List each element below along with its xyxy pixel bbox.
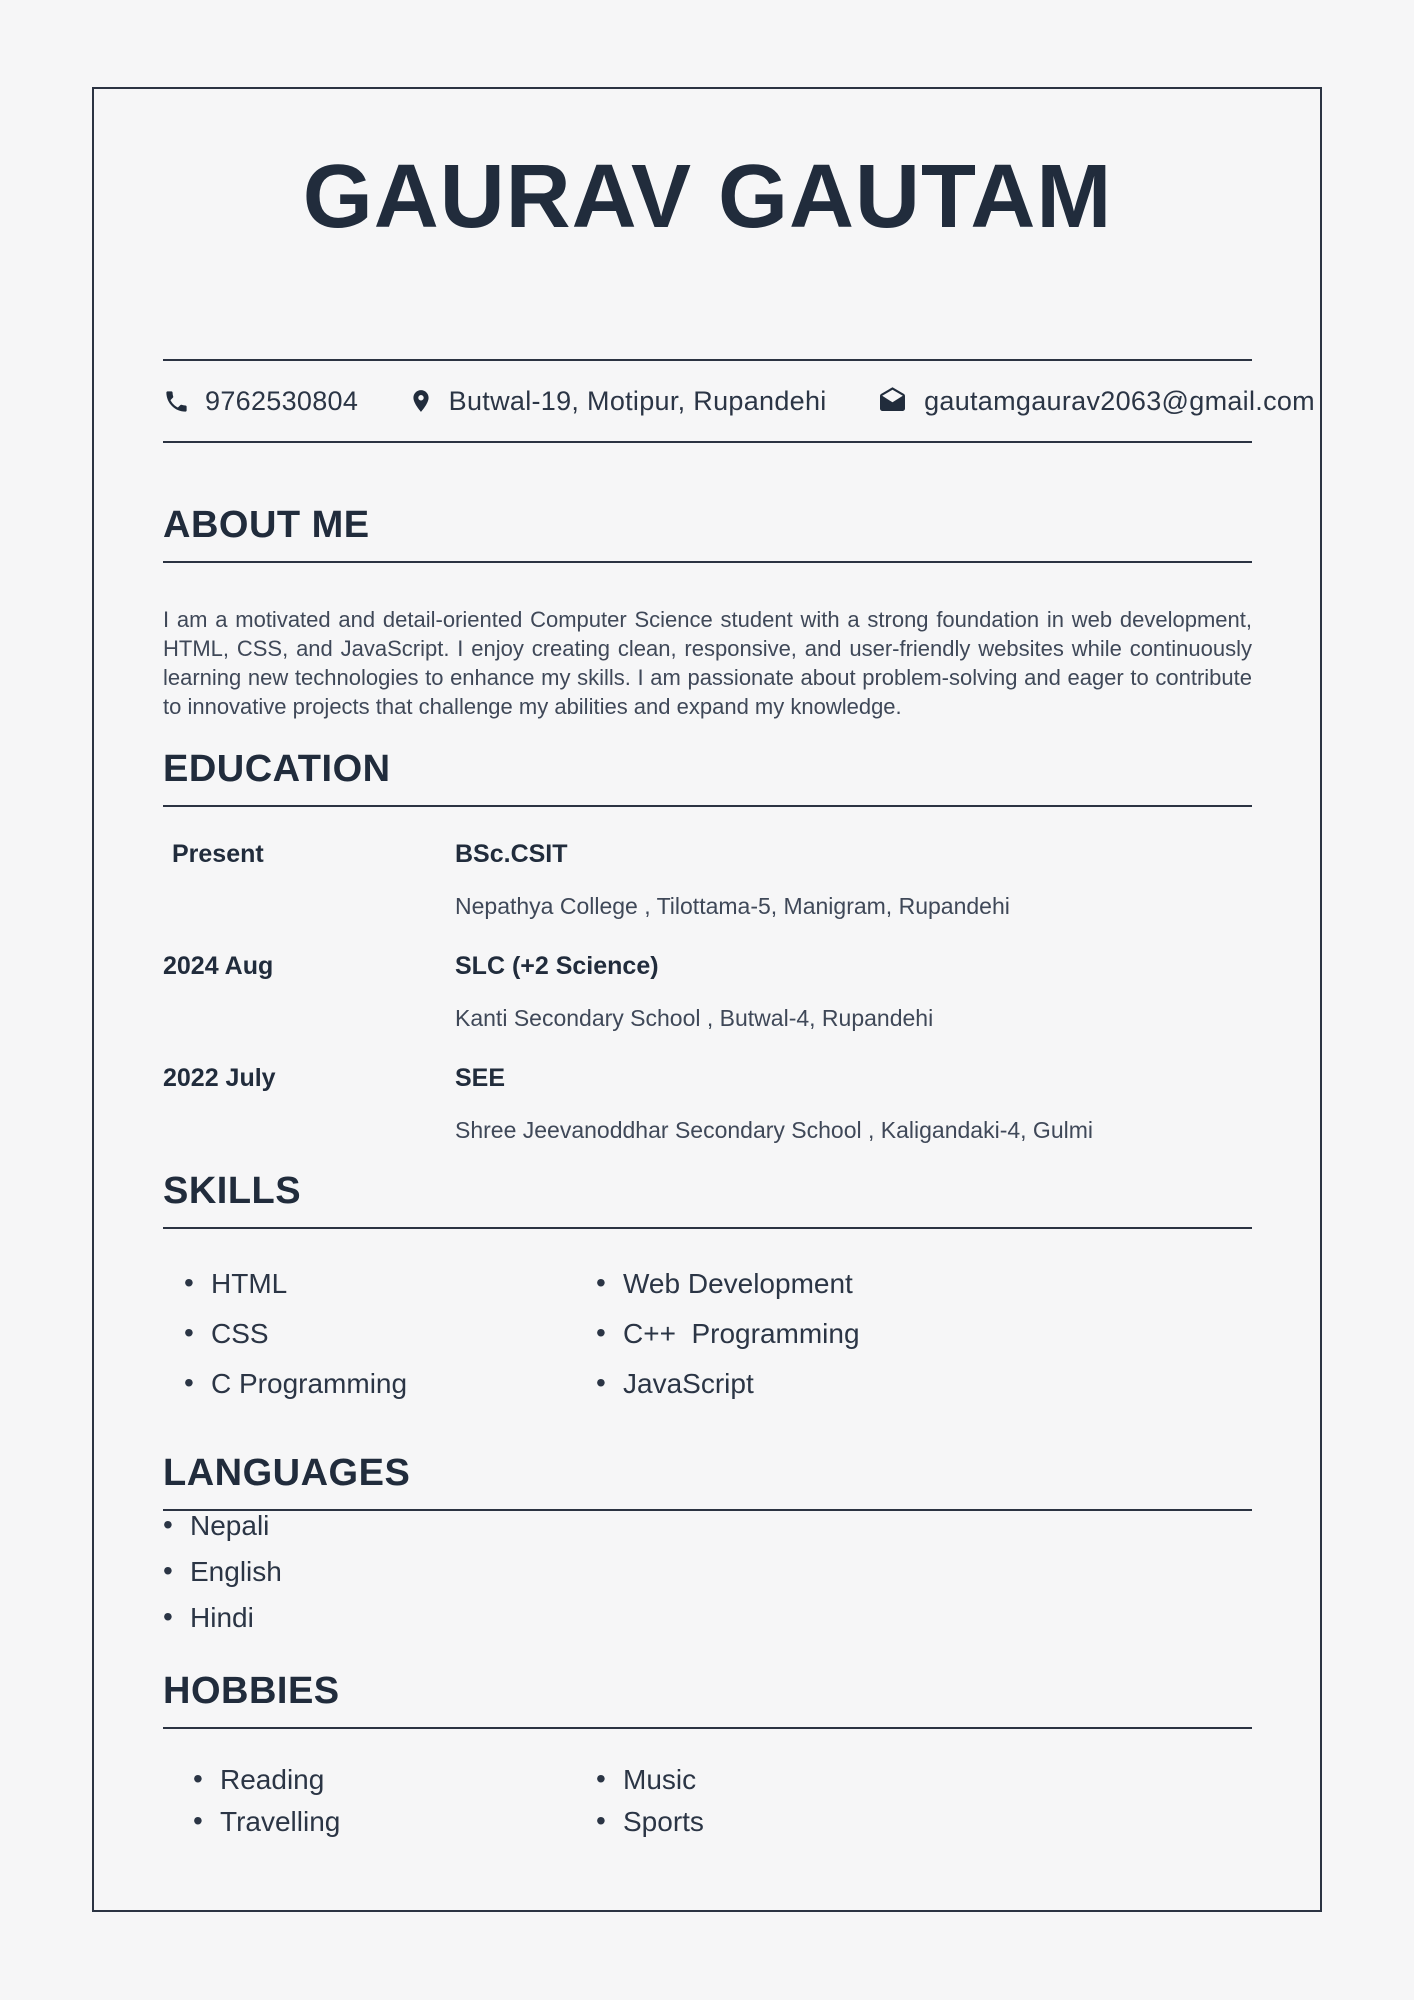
education-degree: SLC (+2 Science) [455, 952, 659, 980]
section-languages [163, 1451, 1252, 1633]
education-degree: BSc.CSIT [455, 840, 568, 868]
hobby-item: • Sports [596, 1807, 1252, 1837]
contact-location-text: Butwal-19, Motipur, Rupandehi [448, 385, 827, 416]
skill-item: • C Programming [184, 1369, 596, 1399]
language-item: • English [163, 1557, 1252, 1587]
education-school: Shree Jeevanoddhar Secondary School , Kaligandaki-4, Gulmi [455, 1117, 1093, 1143]
education-entry [163, 839, 1252, 921]
section-divider [163, 1727, 1252, 1729]
resume-sheet [92, 87, 1322, 1912]
contact-phone-text: 9762530804 [205, 385, 359, 416]
skills-title: SKILLS [163, 1170, 302, 1212]
section-education [163, 747, 1252, 1145]
hobby-item: • Reading [193, 1765, 596, 1795]
education-date: 2022 July [163, 1064, 276, 1092]
contact-email-text: gautamgaurav2063@gmail.com [924, 385, 1315, 416]
email-icon [876, 386, 909, 416]
contact-location [408, 384, 827, 418]
skill-item: • JavaScript [596, 1369, 1252, 1399]
skills-column-1 [163, 1269, 596, 1399]
skill-item: • CSS [184, 1319, 596, 1349]
section-hobbies [163, 1669, 1252, 1837]
hobbies-title: HOBBIES [163, 1670, 340, 1712]
education-date: 2024 Aug [163, 952, 274, 980]
language-item: • Hindi [163, 1603, 1252, 1633]
education-degree: SEE [455, 1064, 506, 1092]
contact-phone [163, 386, 358, 417]
contact-row [163, 384, 1315, 418]
skill-item: • C++ Programming [596, 1319, 1252, 1349]
section-skills [163, 1169, 1252, 1399]
education-detail [455, 1063, 1252, 1145]
resume-name: GAURAV GAUTAM [302, 147, 1113, 247]
contact-email [876, 386, 1315, 417]
about-text: I am a motivated and detail-oriented Computer Science student with a strong foundation in web development, HTML, CSS, and JavaScript. I enjoy creating clean, responsive, and user-friendly websites while continuously learning new technologies to enhance my skills. I am passionate about problem-solving and eager to contribute to innovative projects that challenge my abilities and expand my knowledge. [163, 607, 1252, 719]
education-detail [455, 839, 1252, 921]
education-detail [455, 951, 1252, 1033]
languages-title: LANGUAGES [163, 1452, 411, 1494]
skills-column-2 [596, 1269, 1252, 1399]
hobbies-column-1 [163, 1765, 596, 1837]
education-list [163, 839, 1252, 1145]
section-divider [163, 805, 1252, 807]
education-date: Present [172, 840, 264, 868]
hobbies-list [163, 1765, 1252, 1837]
education-school: Kanti Secondary School , Butwal-4, Rupandehi [455, 1005, 934, 1031]
section-divider [163, 1227, 1252, 1229]
hobby-item: • Travelling [193, 1807, 596, 1837]
section-divider [163, 561, 1252, 563]
education-title: EDUCATION [163, 748, 391, 790]
education-entry [163, 1063, 1252, 1145]
language-item: • Nepali [163, 1511, 1252, 1541]
location-pin-icon [408, 384, 434, 418]
skill-item: • HTML [184, 1269, 596, 1299]
hobbies-column-2 [596, 1765, 1252, 1837]
phone-icon [163, 388, 190, 415]
skills-list [163, 1269, 1252, 1399]
contact-bar [163, 359, 1315, 443]
languages-list [163, 1511, 1252, 1633]
skill-item: • Web Development [596, 1269, 1252, 1299]
hobby-item: • Music [596, 1765, 1252, 1795]
education-school: Nepathya College , Tilottama-5, Manigram, Rupandehi [455, 893, 1010, 919]
section-about [163, 503, 1252, 721]
about-title: ABOUT ME [163, 504, 370, 546]
education-entry [163, 951, 1252, 1033]
